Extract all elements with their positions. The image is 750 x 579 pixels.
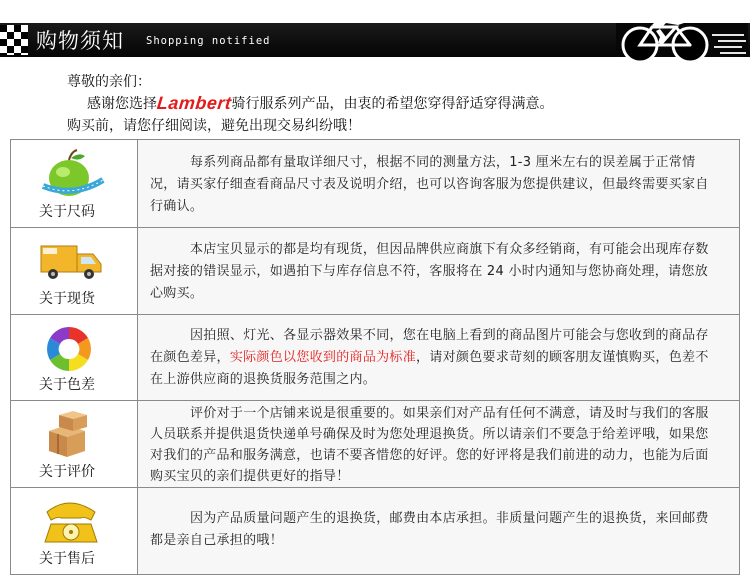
color-wheel-icon [37,321,107,375]
thanks-after: 骑行服系列产品，由衷的希望您穿得舒适穿得满意。 [231,96,554,112]
section-text-cell [138,315,739,400]
greeting: 尊敬的亲们： [67,74,151,90]
notice-table [10,139,740,575]
brand-logo: Lambert [155,93,233,113]
section-text-body: 因为产品质量问题产生的退换货，邮费由本店承担。非质量问题产生的退换货，来回邮费都是亲自己承担的哦！ [150,511,709,548]
section-text [150,152,711,218]
thanks-before: 感谢您选择 [87,96,157,112]
color-highlight-text: 实际颜色以您收到的商品为标准 [229,350,417,365]
section-label-cell [11,315,138,400]
section-text-cell [138,228,739,314]
section-color [11,314,739,400]
section-text-tail: ，请对颜色要求苛刻的顾客朋友谨慎购买，色差不在上游供应商的退换货服务范围之内。 [150,350,709,387]
section-text-cell [138,488,739,574]
section-label: 关于尺码 [39,204,95,220]
section-label: 关于评价 [39,464,95,480]
section-text [150,325,711,391]
section-text [150,239,711,305]
section-label: 关于现货 [39,291,95,307]
section-review [11,400,739,487]
section-text-body: 因拍照、灯光、各显示器效果不同，您在电脑上看到的商品图片可能会与您收到的商品存在颜色差异， [150,328,709,365]
section-label: 关于色差 [39,377,95,393]
section-label: 关于售后 [39,551,95,567]
header-banner [0,7,750,69]
section-label-cell [11,228,138,314]
section-text-body: 本店宝贝显示的都是均有现货，但因品牌供应商旗下有众多经销商，有可能会出现库存数据对接的错误显示，如遇拍下与库存信息不符，客服将在 24 小时内通知与您协商处理，请您放心购买。 [150,242,709,301]
section-label-cell [11,140,138,227]
section-text-body: 每系列商品都有量取详细尺寸，根据不同的测量方法，1-3 厘米左右的误差属于正常情况，请买家仔细查看商品尺寸表及说明介绍，也可以咨询客服为您提供建议，但最终需要买家自行确认。 [150,155,709,214]
thanks-line [67,93,727,115]
section-label-cell [11,488,138,574]
section-text-cell [138,140,739,227]
advice-line: 购买前，请您仔细阅读，避免出现交易纠纷哦！ [67,118,361,134]
section-text [150,508,711,552]
cyclist-icon [616,7,748,69]
cardboard-boxes-icon [37,407,107,461]
section-text-cell [138,401,739,487]
apple-measuring-tape-icon [37,146,107,200]
intro-text [67,71,727,137]
banner-subtitle: Shopping notified [146,35,271,47]
section-size [11,140,739,227]
banner-title: 购物须知 [36,29,124,53]
section-after-sales [11,487,739,574]
section-text [150,403,711,487]
delivery-truck-icon [37,234,107,288]
section-label-cell [11,401,138,487]
rotary-telephone-icon [37,494,107,548]
section-text-body: 评价对于一个店铺来说是很重要的。如果亲们对产品有任何不满意，请及时与我们的客服人员联系并提供退货快递单号确保及时为您处理退换货。所以请亲们不要急于给差评哦，如果您对我们的产品和服务满意，也请不要吝惜您的好评。您的好评将是我们前进的动力，也能为后面购买宝贝的亲们提供更好的指导！ [150,406,709,484]
section-stock [11,227,739,314]
checkered-flag-icon [0,25,28,55]
